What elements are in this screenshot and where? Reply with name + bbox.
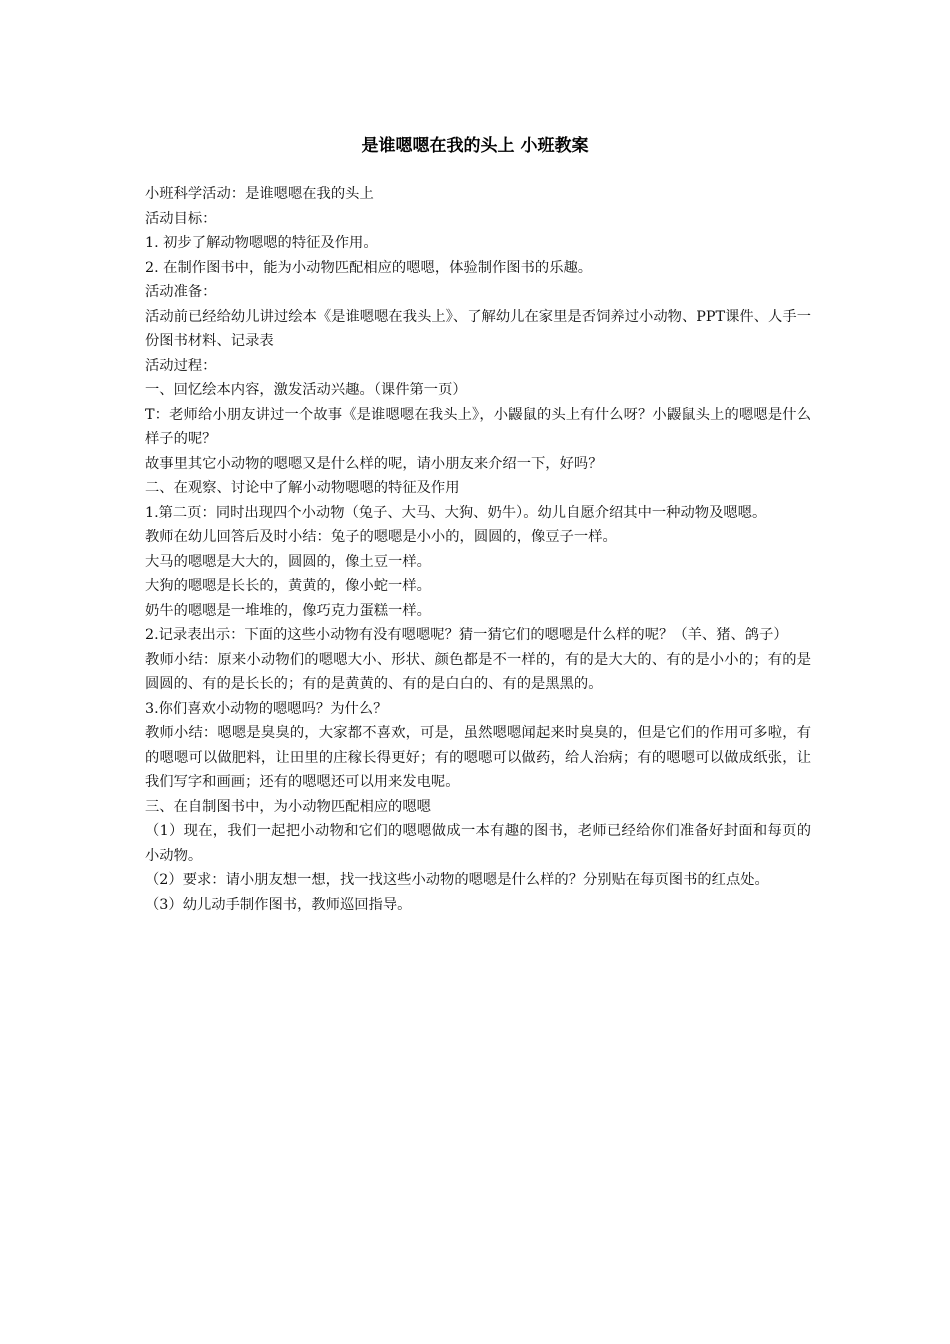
paragraph: 二、在观察、讨论中了解小动物嗯嗯的特征及作用	[145, 480, 460, 496]
paragraph: 大马的嗯嗯是大大的，圆圆的，像土豆一样。	[145, 553, 431, 570]
paragraph: 3.你们喜欢小动物的嗯嗯吗？为什么？	[145, 700, 388, 717]
document-body	[145, 182, 811, 917]
paragraph: （1）现在，我们一起把小动物和它们的嗯嗯做成一本有趣的图书，老师已经给你们准备好封面和每页的小动物。	[145, 823, 811, 864]
paragraph: 2.记录表出示：下面的这些小动物有没有嗯嗯呢？猜一猜它们的嗯嗯是什么样的呢？（羊、猪、鸽子）	[145, 627, 788, 643]
paragraph: T：老师给小朋友讲过一个故事《是谁嗯嗯在我头上》，小鼹鼠的头上有什么呀？小鼹鼠头上的嗯嗯是什么样子的呢？	[145, 406, 811, 447]
paragraph: 一、回忆绘本内容，激发活动兴趣。（课件第一页）	[145, 382, 467, 398]
paragraph: 活动目标：	[145, 210, 217, 227]
document-title: 是谁嗯嗯在我的头上 小班教案	[361, 136, 589, 156]
paragraph: 小班科学活动：是谁嗯嗯在我的头上	[145, 186, 374, 202]
paragraph: 教师在幼儿回答后及时小结：兔子的嗯嗯是小小的，圆圆的，像豆子一样。	[145, 529, 617, 545]
paragraph: （3）幼儿动手制作图书，教师巡回指导。	[145, 896, 412, 913]
paragraph: 奶牛的嗯嗯是一堆堆的，像巧克力蛋糕一样。	[145, 602, 431, 619]
paragraph: 2. 在制作图书中，能为小动物匹配相应的嗯嗯，体验制作图书的乐趣。	[145, 259, 593, 276]
paragraph: 活动过程：	[145, 357, 217, 374]
paragraph: 活动前已经给幼儿讲过绘本《是谁嗯嗯在我头上》、了解幼儿在家里是否饲养过小动物、PPT课件、人手一份图书材料、记录表	[145, 308, 811, 349]
paragraph: 故事里其它小动物的嗯嗯又是什么样的呢，请小朋友来介绍一下，好吗？	[145, 455, 603, 472]
paragraph: 三、在自制图书中，为小动物匹配相应的嗯嗯	[145, 798, 431, 815]
paragraph: 大狗的嗯嗯是长长的，黄黄的，像小蛇一样。	[145, 578, 431, 594]
paragraph: （2）要求：请小朋友想一想，找一找这些小动物的嗯嗯是什么样的？分别贴在每页图书的红点处。	[145, 872, 769, 888]
paragraph: 教师小结：原来小动物们的嗯嗯大小、形状、颜色都是不一样的，有的是大大的、有的是小小的；有的是圆圆的、有的是长长的；有的是黄黄的、有的是白白的、有的是黑黑的。	[145, 651, 811, 692]
paragraph: 1. 初步了解动物嗯嗯的特征及作用。	[145, 235, 378, 251]
paragraph: 活动准备：	[145, 284, 217, 300]
paragraph: 1.第二页：同时出现四个小动物（兔子、大马、大狗、奶牛）。幼儿自愿介绍其中一种动物及嗯嗯。	[145, 504, 767, 521]
paragraph: 教师小结：嗯嗯是臭臭的，大家都不喜欢，可是，虽然嗯嗯闻起来时臭臭的，但是它们的作用可多啦，有的嗯嗯可以做肥料，让田里的庄稼长得更好；有的嗯嗯可以做药，给人治病；有的嗯嗯可以做成纸张，让我们写字和画画；还有的嗯嗯还可以用来发电呢。	[145, 725, 811, 790]
